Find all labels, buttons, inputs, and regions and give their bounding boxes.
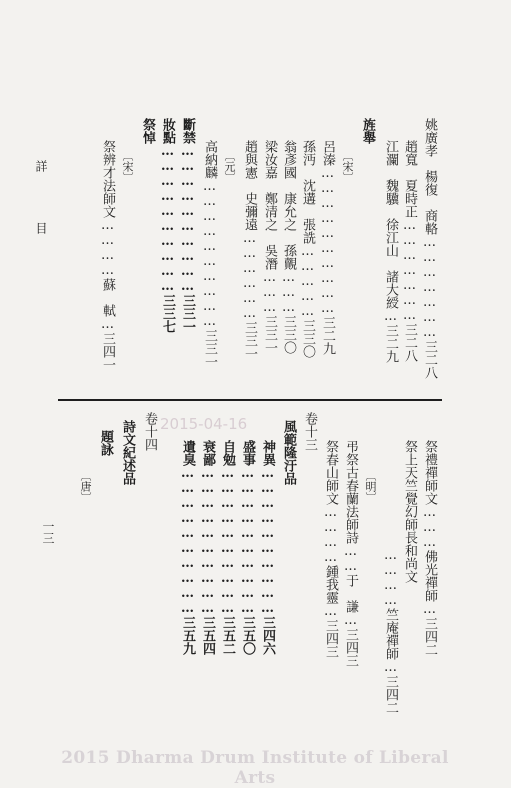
page-number: 一三 [41,520,55,544]
running-head: 詳 目 [34,160,48,252]
toc-entry: 祭春山師文…………鍾我靈…三四三 [323,440,338,658]
toc-entry: 祭禮禪師文………佛光禪師…三四二 [422,440,437,656]
date-stamp: 2015-04-16 [160,415,248,433]
toc-entry: 翁彥國 康允之 孫覿………三三〇 [281,140,296,354]
toc-entry: …………竺庵禪師…三四二 [383,548,398,714]
dynasty-label: 〔明〕 [364,470,377,503]
toc-entry: 江瀾 魏驥 徐江山 諸大綬…三二九 [383,140,398,363]
toc-entry: 姚廣孝 楊復 商輅…………………三二八 [422,118,437,379]
section-divider [58,399,442,401]
section-heading: 神異…………………………三四六 [260,440,275,655]
dynasty-label: 〔唐〕 [79,470,92,503]
toc-entry: 弔祭古春蘭法師詩……于 謙…三四三 [343,440,358,667]
toc-entry: 梁汝嘉 鄭清之 吳潛………三三一 [262,140,277,354]
section-heading: 題詠 [98,430,113,456]
section-heading: 衰鄙…………………………三五四 [200,440,215,655]
toc-entry: 高納麟…………………………三三一 [202,140,217,368]
toc-entry: 孫沔 沈遘 張詵……………三三〇 [300,140,315,358]
chapter-heading: 詩文紀述品 [120,420,135,485]
section-heading: 自勉…………………………三五二 [220,440,235,655]
toc-entry: 呂溱…………………………三二九 [320,140,335,355]
chapter-heading: 風範隆汙品 [281,420,296,485]
section-heading: 斷禁…………………………三三一 [180,118,195,333]
toc-entry: 祭辨才法師文…………蘇 軾…三四一 [100,140,115,371]
watermark-footer: 2015 Dharma Drum Institute of Liberal Arts [61,748,449,788]
dynasty-label: 〔元〕 [223,150,236,183]
volume-heading: 卷十四 [142,412,157,451]
section-heading: 盛事…………………………三五〇 [240,440,255,655]
section-heading: 遺臭…………………………三五九 [180,440,195,655]
toc-entry: 趙寬 夏時正…………………三二八 [402,140,417,362]
section-heading: 祭悼 [140,118,155,144]
toc-entry: 祭上天竺覺幻師長和尚文 [402,440,417,583]
volume-heading: 卷十三 [302,412,317,451]
dynasty-label: 〔宋〕 [121,150,134,183]
toc-entry: 趙與憲 史彌遠………………三三一 [242,140,257,360]
dynasty-label: 〔宋〕 [341,150,354,183]
section-heading: 旌舉 [360,118,375,144]
section-heading: 妝點…………………………三三七 [160,118,175,333]
